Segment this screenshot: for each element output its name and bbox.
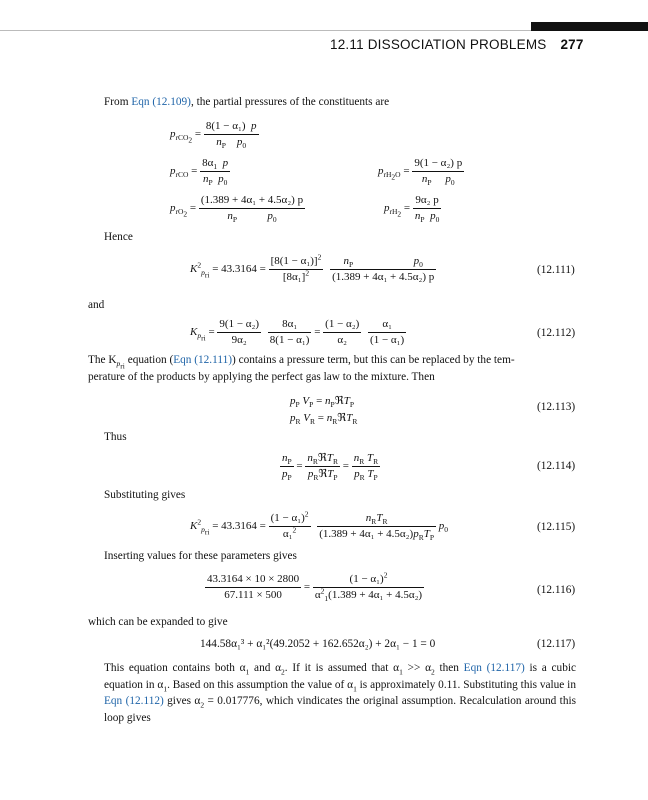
- text-substituting: Substituting gives: [104, 489, 186, 501]
- eqno-12-116: (12.116): [537, 584, 576, 596]
- eq-12-117: 144.58α₁³ + α₁²(49.2052 + 162.652α₂) + 2α₁ − 1 = 0: [200, 638, 436, 650]
- eqn-link-12-109[interactable]: Eqn (12.109): [131, 96, 191, 108]
- eqno-12-114: (12.114): [537, 460, 576, 472]
- page-number: 277: [560, 37, 584, 52]
- eqno-12-113: (12.113): [537, 401, 576, 413]
- eq-12-112: $K_{p_{ri}}$ = $\frac{\text{9(1 − α₂)}}{\text{9α₂}}$ $\frac{\text{8α₁}}{\text{8(1 − α₁)}}$ = $\frac{\text{(1 − α₂)}}{\text{α₂}}$ $\frac{\text{α₁}}{\text{(1 − α₁)}}$: [190, 318, 405, 346]
- eq-12-115: $K^2_{p_{ri}} = 43.3164$ = $\frac{(1 - \alpha_1)^2}{\alpha_1^2}$ $\frac{n_RT_R}{(1.389 + 4\alpha_1 + 4.5\alpha_2)p_RT_P}$ $p_0$: [190, 509, 448, 543]
- eqn-link-12-111[interactable]: Eqn (12.111): [173, 354, 232, 366]
- eq-12-114: $\frac{n_P}{p_P}$ = $\frac{n_RℜT_R}{p_RℜT_P}$ = $\frac{n_R T_R}{p_R T_P}$: [282, 452, 379, 483]
- paragraph-intro: From Eqn (12.109), the partial pressures of the constituents are: [104, 96, 390, 108]
- text-and: and: [88, 299, 105, 311]
- text-thus: Thus: [104, 431, 127, 443]
- eq-p-h2: $p_{rH_2}$ = $\frac{\text{9α₂ p}}{n_P p_0}$: [384, 194, 440, 225]
- text-expanded: which can be expanded to give: [88, 616, 228, 628]
- header-bar: [531, 22, 648, 31]
- text-hence: Hence: [104, 231, 133, 243]
- eq-p-h2o: $p_{rH_2O}$ = $\frac{\text{9(1 − α₂) p}}{n_P p_0}$: [378, 157, 463, 188]
- running-head: [330, 37, 584, 52]
- paragraph-conclusion: This equation contains both $\alpha_1$ and $\alpha_2$. If it is assumed that $\alpha_1 >> \alpha_2$ then Eqn (12.117) is a cubic equation in $\alpha_1$. Based on this assumption the value of $\alpha_1$ is approximately 0.11. Substituting this value in Eqn (12.112) gives $\alpha_2 = 0.017776$, which vindicates the original assumption. Recalculation around this loop gives: [104, 662, 576, 724]
- eqn-link-12-112[interactable]: Eqn (12.112): [104, 695, 164, 707]
- eqno-12-112: (12.112): [537, 327, 576, 339]
- eqno-12-115: (12.115): [537, 521, 576, 533]
- eqno-12-111: (12.111): [537, 264, 575, 276]
- eqn-link-12-117[interactable]: Eqn (12.117): [463, 662, 525, 674]
- paragraph-kp: The $K_{p_{ri}}$ equation (Eqn (12.111)) contains a pressure term, but this can be replaced by the tem- perature of the products by applying the perfect gas law to the mixture. Then: [88, 354, 515, 383]
- eq-12-111: $K^2_{p_{ri}} = 43.3164$ = $\frac{[8(1 - \alpha_1)]^2}{[8\alpha_1]^2}$ $\frac{n_P p_0}{\text{(1.389 + 4α₁ + 4.5α₂) p}}$: [190, 252, 435, 283]
- eq-12-113: $p_P$ $V_P$ = $n_PℜT_P$ $p_R$ $V_R$ = $n_RℜT_R$: [290, 395, 358, 427]
- header-rule: [0, 30, 531, 31]
- eq-12-116: $\frac{43.3164 \times 10 \times 2800}{67.111 \times 500}$ = $\frac{(1 - \alpha_1)^2}{\alpha^2_1(1.389 + 4\alpha_1 + 4.5\alpha_2)}$: [207, 570, 423, 604]
- section-title: 12.11 DISSOCIATION PROBLEMS: [330, 37, 547, 52]
- eqno-12-117: (12.117): [537, 638, 576, 650]
- eq-p-co2: $p_{rCO_2}$ = $\frac{\text{8(1 − α₁) p}}{n_P p_0}$: [170, 120, 257, 151]
- eq-p-o2: $p_{rO_2}$ = $\frac{\text{(1.389 + 4α₁ + 4.5α₂) p}}{n_P p_0}$: [170, 194, 304, 225]
- text-inserting: Inserting values for these parameters gives: [104, 550, 297, 562]
- eq-p-co: $p_{rCO}$ = $\frac{8\alpha_1 p}{n_P p_0}$: [170, 157, 229, 188]
